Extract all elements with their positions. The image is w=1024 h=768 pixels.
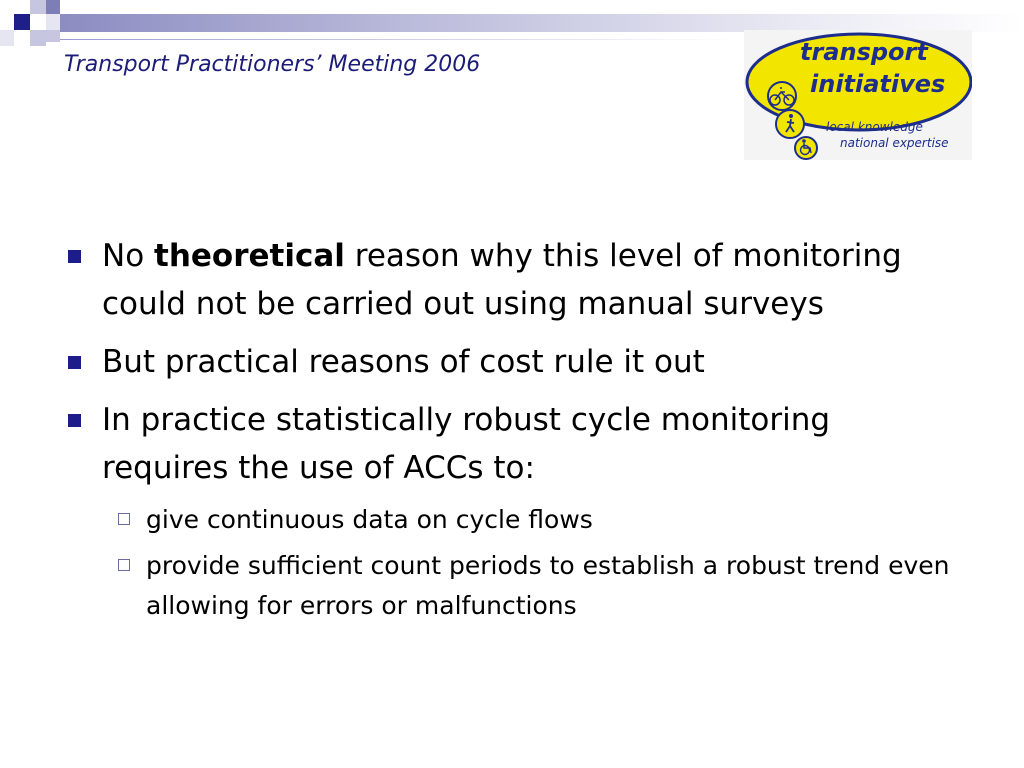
sub-bullet-item xyxy=(66,500,966,540)
decor-square xyxy=(46,30,60,42)
bullet-item xyxy=(66,338,966,386)
bullet-text: In practice statistically robust cycle monitoring requires the use of ACCs to: xyxy=(102,402,831,486)
bullet-item xyxy=(66,232,966,328)
wheelchair-icon xyxy=(795,137,817,159)
hollow-square-icon xyxy=(118,559,130,571)
bullet-text-rest: reason why this level of monitoring could not be carried out using manual surveys xyxy=(102,238,902,322)
bullet-square-icon xyxy=(68,356,81,369)
logo-text-initiatives: initiatives xyxy=(810,70,946,98)
slide-body xyxy=(66,232,966,632)
decor-square xyxy=(46,0,60,14)
bullet-text-prefix: No xyxy=(102,238,155,274)
bullet-item xyxy=(66,396,966,492)
logo-tagline-2: national expertise xyxy=(840,136,949,150)
decor-square xyxy=(0,30,14,46)
hollow-square-icon xyxy=(118,513,130,525)
bicycle-icon xyxy=(768,82,796,110)
bullet-text-bold: theoretical xyxy=(154,238,345,274)
sub-bullet-text: give continuous data on cycle flows xyxy=(146,505,593,534)
decor-square xyxy=(30,0,46,14)
decor-square xyxy=(14,14,30,30)
logo-text-transport: transport xyxy=(800,38,928,66)
transport-initiatives-logo xyxy=(744,30,972,160)
logo-tagline-1: local knowledge xyxy=(826,120,923,134)
decor-square xyxy=(30,30,46,46)
bullet-text: But practical reasons of cost rule it out xyxy=(102,344,705,380)
presentation-title: Transport Practitioners’ Meeting 2006 xyxy=(64,52,481,77)
pedestrian-icon xyxy=(776,110,804,138)
sub-bullet-item xyxy=(66,546,966,626)
bullet-square-icon xyxy=(68,250,81,263)
bullet-square-icon xyxy=(68,414,81,427)
decor-square xyxy=(46,14,60,30)
header-divider xyxy=(60,39,740,40)
sub-bullet-text: provide sufficient count periods to establish a robust trend even allowing for errors or malfunctions xyxy=(146,551,950,620)
